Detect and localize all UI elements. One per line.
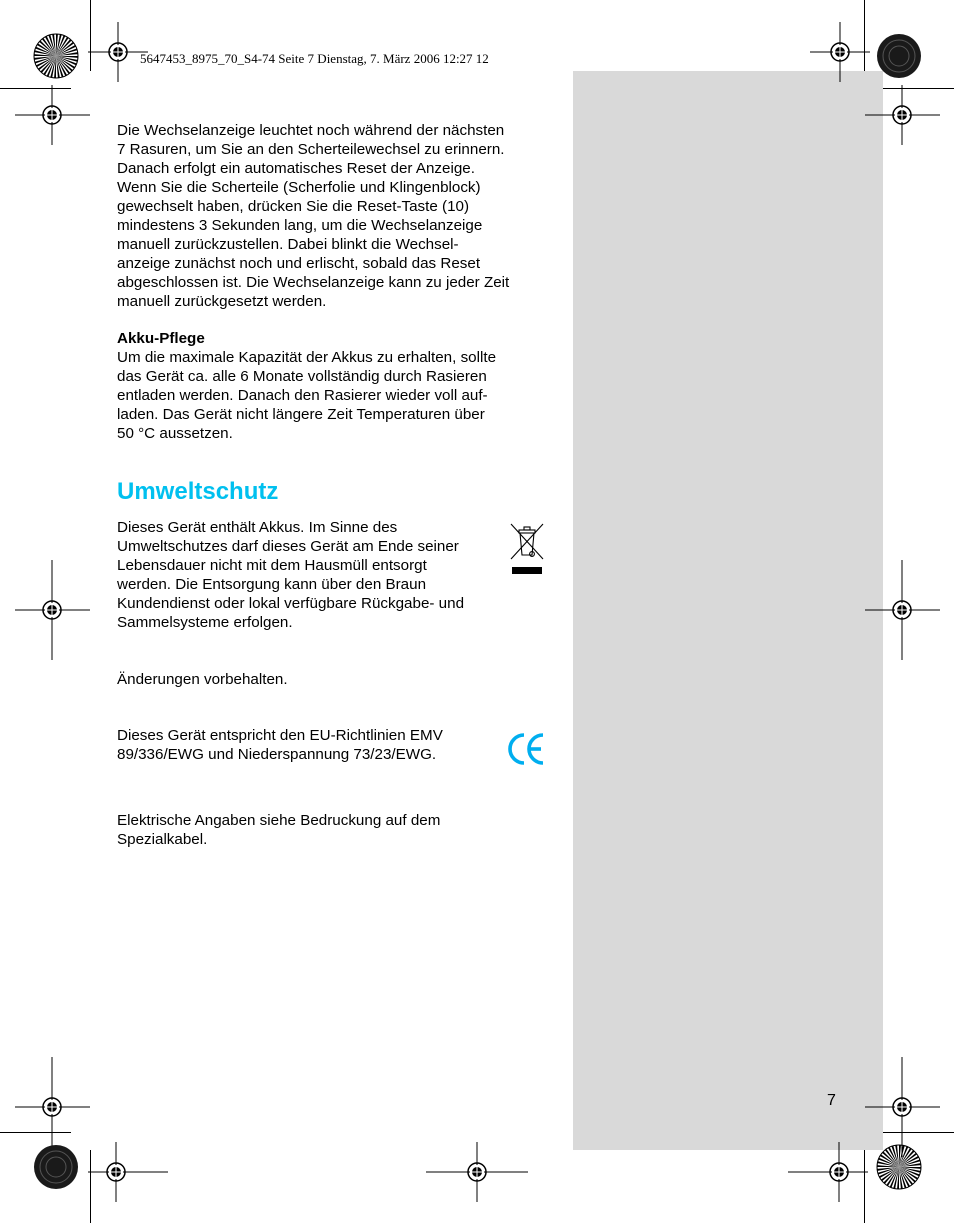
changes-reserved-note: Änderungen vorbehalten. [117,671,288,688]
electrical-specs-paragraph: Elektrische Angaben siehe Bedruckung auf dem Spezialkabel. [117,812,441,848]
registration-crosshair-icon [865,1057,940,1157]
starburst-target-icon [33,1144,79,1190]
print-slug: 5647453_8975_70_S4-74 Seite 7 Dienstag, 7. März 2006 12:27 12 [140,51,489,66]
registration-crosshair-icon [865,85,940,145]
ce-mark-icon [505,731,547,767]
registration-crosshair-icon [88,1142,168,1202]
registration-crosshair-icon [788,1142,868,1202]
registration-crosshair-icon [15,560,90,660]
starburst-target-icon [876,1144,922,1190]
page-number: 7 [827,1092,836,1109]
registration-crosshair-icon [865,560,940,660]
registration-crosshair-icon [88,22,148,82]
eu-compliance-paragraph: Dieses Gerät entspricht den EU-Richtlinien EMV 89/336/EWG und Niederspannung 73/23/EWG. [117,727,443,763]
starburst-target-icon [876,33,922,79]
battery-care-title: Akku-Pflege [117,330,205,347]
gray-sidebar-panel [573,71,883,1150]
crossed-out-bin-icon [508,521,546,575]
registration-crosshair-icon [426,1142,528,1202]
environment-paragraph: Dieses Gerät enthält Akkus. Im Sinne des Umweltschutzes darf dieses Gerät am Ende seiner Lebensdauer nicht mit dem Hausmüll entsorgt werden. Die Entsorgung kann über den Braun Kundendienst oder lokal verfügbare Rückgabe- und Sammelsysteme erfolgen. [117,519,465,631]
registration-crosshair-icon [15,1057,90,1157]
registration-crosshair-icon [810,22,870,82]
reset-indicator-paragraph: Die Wechselanzeige leuchtet noch während der nächsten 7 Rasuren, um Sie an den Scherteilewechsel zu erinnern. Danach erfolgt ein automatisches Reset der Anzeige. Wenn Sie die Scherteile (Scherfolie und Klingenblock) gewechselt haben, drücken Sie die Reset-Taste (10) mindestens 3 Sekunden lang, um die Wechselanzeige manuell zurückzustellen. Dabei blinkt die Wechsel- anzeige zunächst noch und erlischt, sobald das Reset abgeschlossen ist. Die Wechselanzeige kann zu jeder Zeit manuell zurückgesetzt werden. [117,122,510,310]
environment-heading: Umweltschutz [117,478,279,505]
registration-crosshair-icon [15,85,90,145]
starburst-target-icon [33,33,79,79]
battery-care-section: Akku-Pflege Um die maximale Kapazität der Akkus zu erhalten, sollte das Gerät ca. alle 6 Monate vollständig durch Rasieren entladen werden. Danach den Rasierer wieder voll auf- laden. Das Gerät nicht längere Zeit Temperaturen über 50 °C aussetzen. [117,330,497,442]
